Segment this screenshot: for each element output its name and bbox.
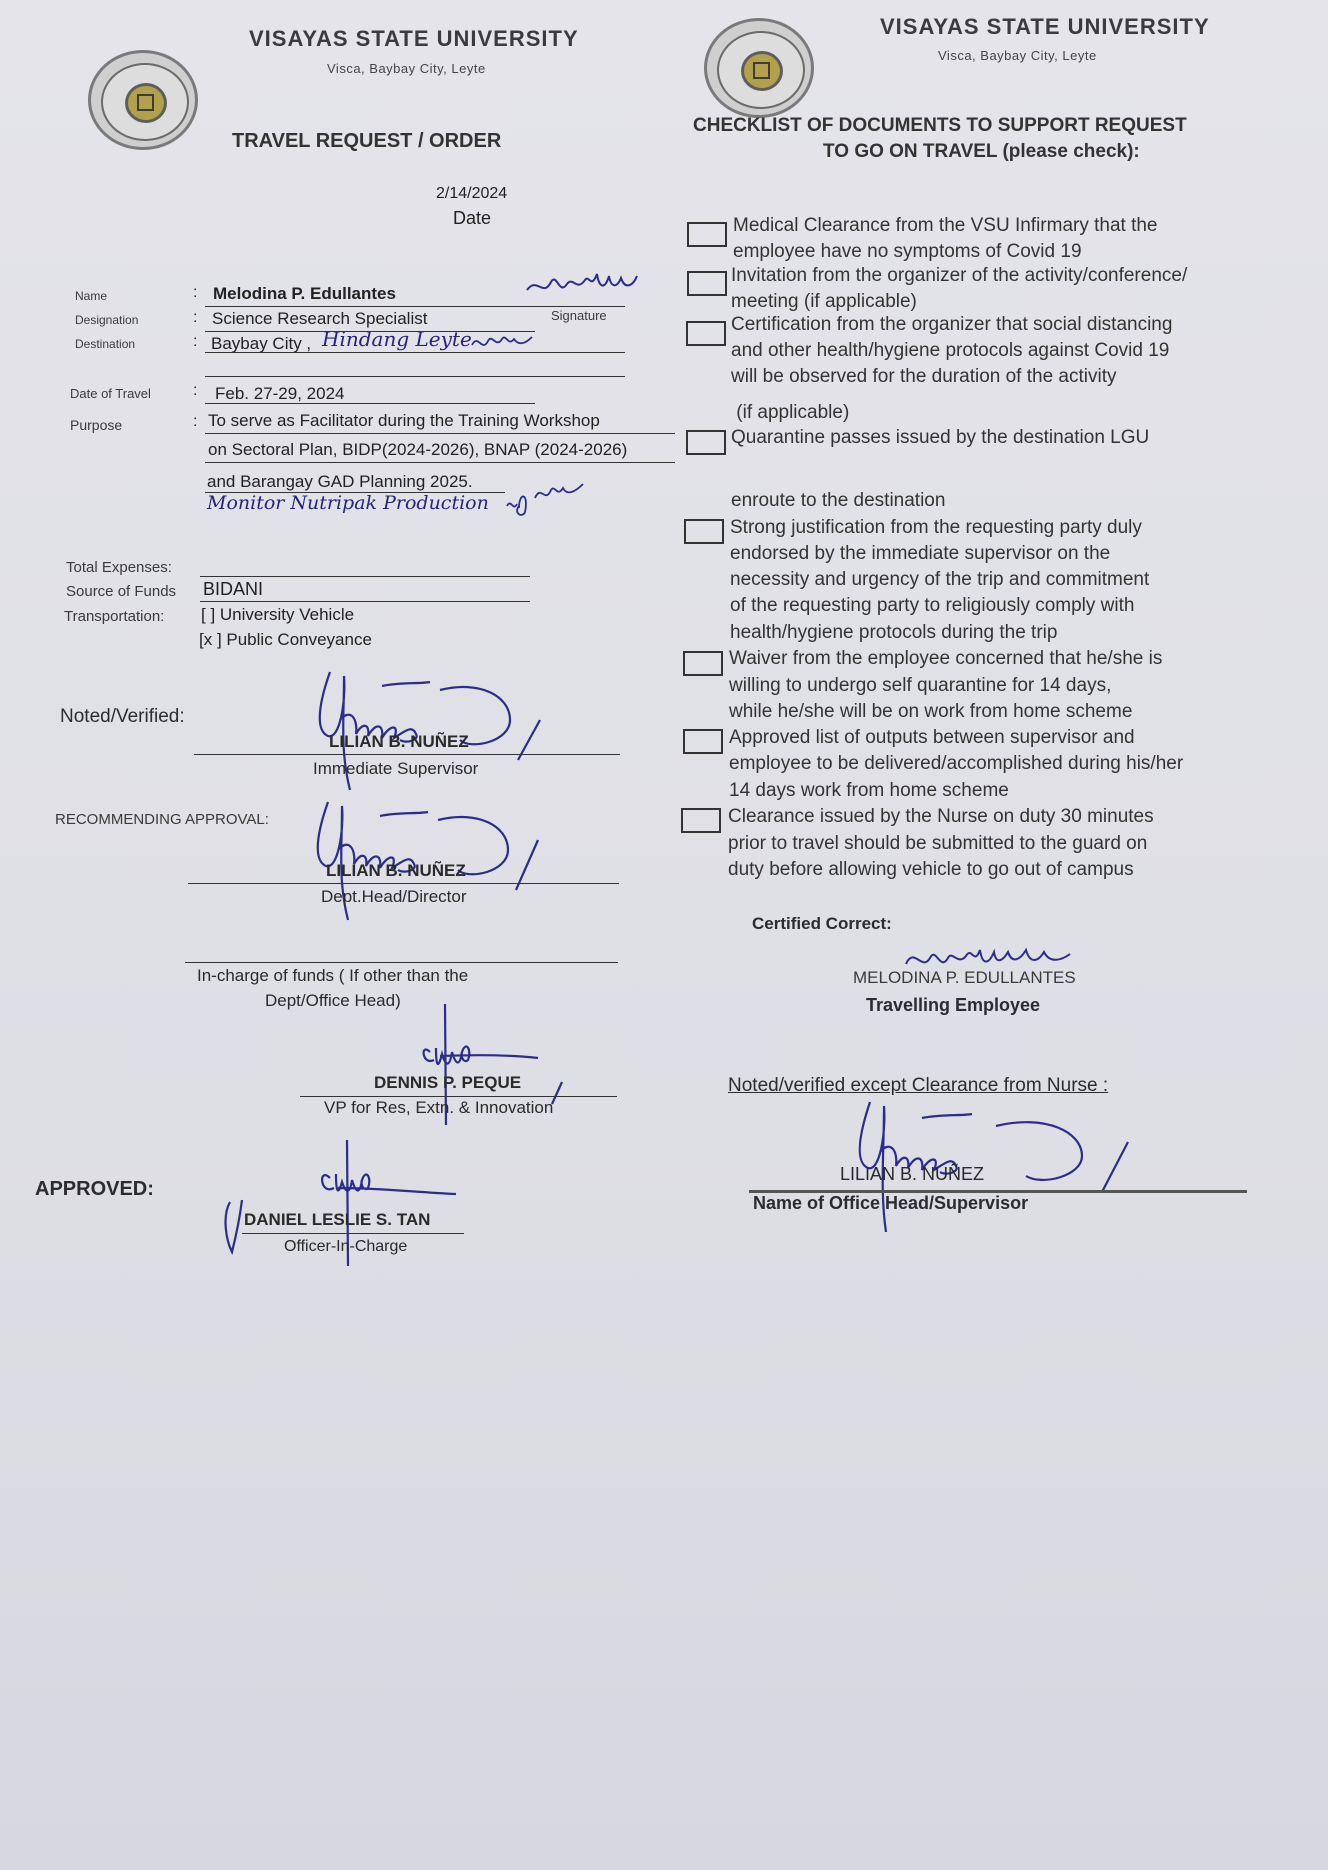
noted-name: LILIAN B. NUÑEZ [329, 732, 469, 751]
name-value: Melodina P. Edullantes [213, 284, 396, 303]
funds-incharge-label-1: In-charge of funds ( If other than the [197, 966, 469, 985]
date-of-travel-underline [205, 403, 535, 404]
funds-incharge-line [185, 962, 618, 963]
checklist-item-7-line-1: Approved list of outputs between supervisor and [729, 727, 1135, 748]
checklist-item-3-line-3: will be observed for the duration of the activity [731, 366, 1117, 387]
checklist-item-1-line-1: Medical Clearance from the VSU Infirmary that the [733, 215, 1158, 236]
noted-signature-line [194, 754, 620, 755]
checklist-title-line-1: CHECKLIST OF DOCUMENTS TO SUPPORT REQUEST [693, 115, 1187, 136]
name-underline [205, 306, 625, 307]
designation-label: Designation [75, 313, 139, 327]
checklist-item-8-line-3: duty before allowing vehicle to go out of campus [728, 859, 1134, 880]
checklist-title-line-2: TO GO ON TRAVEL (please check): [823, 141, 1140, 162]
certified-role: Travelling Employee [866, 995, 1041, 1015]
checklist-item-8-line-2: prior to travel should be submitted to the guard on [728, 833, 1148, 854]
checklist-item-4-line-1: Quarantine passes issued by the destination LGU [731, 427, 1150, 448]
oic-signature-line [242, 1233, 464, 1234]
noted-except-clearance-label: Noted/verified except Clearance from Nurse : [728, 1075, 1109, 1096]
destination-value: Baybay City , [211, 334, 312, 353]
checkbox-quarantine-passes[interactable] [686, 430, 726, 455]
purpose-line-2: on Sectoral Plan, BIDP(2024-2026), BNAP (2024-2026) [208, 440, 628, 459]
checkbox-medical-clearance[interactable] [687, 222, 727, 247]
name-label: Name [75, 289, 108, 303]
university-name-right: VISAYAS STATE UNIVERSITY [880, 14, 1210, 39]
purpose-initials [505, 478, 585, 518]
designation-value: Science Research Specialist [212, 309, 428, 328]
checklist-item-6-line-1: Waiver from the employee concerned that he/she is [729, 648, 1163, 669]
checklist-item-4-line-3: enroute to the destination [731, 490, 946, 511]
oic-role: Officer-In-Charge [284, 1238, 408, 1255]
checklist-item-3-line-4: (if applicable) [731, 402, 850, 423]
purpose-line-1: To serve as Facilitator during the Training Workshop [208, 411, 600, 430]
vp-role: VP for Res, Extn. & Innovation [324, 1098, 554, 1117]
recommending-name: LILIAN B. NUÑEZ [326, 861, 466, 880]
date-label: Date [453, 208, 492, 228]
checklist-item-5-line-1: Strong justification from the requesting party duly [730, 517, 1142, 538]
checklist-item-6-line-3: while he/she will be on work from home scheme [729, 701, 1133, 722]
checklist-item-5-line-3: necessity and urgency of the trip and commitment [730, 569, 1150, 590]
checkbox-nurse-clearance[interactable] [681, 808, 721, 833]
transportation-label: Transportation: [64, 608, 165, 625]
university-name-left: VISAYAS STATE UNIVERSITY [249, 26, 579, 51]
noted-role: Immediate Supervisor [313, 759, 479, 778]
university-seal-right [704, 18, 814, 118]
vp-signature-line [300, 1096, 617, 1097]
destination-label: Destination [75, 337, 136, 351]
source-of-funds-value: BIDANI [203, 579, 264, 599]
transport-public-conveyance: [x ] Public Conveyance [199, 630, 372, 649]
noted-verified-label: Noted/Verified: [60, 706, 185, 727]
checklist-item-6-line-2: willing to undergo self quarantine for 14 days, [729, 675, 1112, 696]
approved-label: APPROVED: [35, 1178, 154, 1200]
total-expenses-underline [200, 576, 530, 577]
certified-name: MELODINA P. EDULLANTES [853, 968, 1076, 987]
checklist-item-5-line-4: of the requesting party to religiously comply with [730, 595, 1135, 616]
university-address-right: Visca, Baybay City, Leyte [938, 48, 1097, 63]
destination-underline [205, 352, 625, 353]
employee-signature [525, 268, 640, 302]
certified-correct-label: Certified Correct: [752, 914, 892, 933]
checklist-item-7-line-2: employee to be delivered/accomplished during his/her [729, 753, 1184, 774]
destination-handwritten: Hindang Leyte [322, 327, 472, 351]
date-of-travel-label: Date of Travel [70, 386, 151, 401]
checklist-item-2-line-1: Invitation from the organizer of the activity/conference/ [731, 265, 1188, 286]
form-title: TRAVEL REQUEST / ORDER [232, 130, 502, 152]
checkbox-certification[interactable] [686, 321, 726, 346]
recommending-approval-label: RECOMMENDING APPROVAL: [55, 811, 269, 828]
funds-incharge-label-2: Dept/Office Head) [265, 991, 401, 1010]
checklist-item-5-line-2: endorsed by the immediate supervisor on the [730, 543, 1111, 564]
checklist-item-2-line-2: meeting (if applicable) [731, 291, 917, 312]
checkbox-strong-justification[interactable] [684, 519, 724, 544]
date-of-travel-value: Feb. 27-29, 2024 [215, 384, 345, 403]
checklist-item-3-line-2: and other health/hygiene protocols against Covid 19 [731, 340, 1170, 361]
destination-underline-2 [205, 376, 625, 377]
office-head-name: LILIAN B. NUÑEZ [840, 1164, 985, 1184]
checklist-item-3-line-1: Certification from the organizer that social distancing [731, 314, 1173, 335]
recommending-signature-line [188, 883, 619, 884]
checklist-item-5-line-5: health/hygiene protocols during the trip [730, 622, 1058, 643]
total-expenses-label: Total Expenses: [66, 559, 172, 576]
checkbox-waiver[interactable] [683, 651, 723, 676]
signature-label: Signature [551, 308, 607, 323]
purpose-label: Purpose [70, 417, 123, 433]
university-address-left: Visca, Baybay City, Leyte [327, 61, 486, 76]
purpose-handwritten: Monitor Nutripak Production [207, 492, 489, 514]
recommending-role: Dept.Head/Director [321, 887, 467, 906]
oic-name: DANIEL LESLIE S. TAN [244, 1210, 431, 1229]
checklist-item-7-line-3: 14 days work from home scheme [729, 780, 1009, 801]
checklist-item-1-line-2: employee have no symptoms of Covid 19 [733, 241, 1082, 262]
request-date: 2/14/2024 [436, 185, 508, 202]
checkbox-invitation[interactable] [687, 271, 727, 296]
transport-university-vehicle: [ ] University Vehicle [201, 605, 355, 624]
vp-name: DENNIS P. PEQUE [374, 1073, 522, 1092]
university-seal-left [88, 50, 198, 150]
checklist-item-8-line-1: Clearance issued by the Nurse on duty 30 minutes [728, 806, 1154, 827]
travel-request-document: VISAYAS STATE UNIVERSITY Visca, Baybay City, Leyte TRAVEL REQUEST / ORDER 2/14/2024 Date Name : Melodina P. Edullantes Signature Designation : Science Research Specialist Destination : Baybay City , Hindang Leyte Date of Travel : Feb. 27-29, 2024 Purpose : To serve as Facilitator during the Training Workshop on Sectoral Plan, BIDP(2024-2026), BNAP (2024-2026) and Barangay GAD Planning 2025. Monitor Nutripak Production Total Expenses: Source of Funds BIDANI Transportation: [ ] University Vehicle [x ] Public Conveyance Noted/Verified: LILIAN B. NUÑEZ Immediate Supervisor RECOMMENDING APPROVAL: LILIAN B. NUÑEZ Dept.Head/Director In-charge of funds ( If other than the Dept/Office Head) DENNIS P. PEQUE VP for Res, Extn. & Innovation APPROVED: DANIEL LESLIE S. TAN Officer-In-Charge VISAYAS STATE UNIVERSITY Visca, Baybay City, Leyte CHECKLIST OF DOCUMENTS TO SUPPORT REQUEST TO GO ON TRAVEL (please check): Medical Clearance from the VSU Infirmary that the employee have no symptoms of Covid 19 Invitation from the organizer of the activity/conference/ meeting (if applicable) Certification from the organizer that social distancing and other health/hygiene protocols against Covid 19 will be observed for the duration of the activity (if applicable) Quarantine passes issued by the destination LGU enroute to the destination Strong justification from the requesting party duly endorsed by the immediate supervisor on the necessity and urgency of the trip and commitment of the requesting party to religiously comply with health/hygiene protocols during the trip Waiver from the employee concerned that he/she is willing to undergo self quarantine for 14 days, while he/she will be on work from home scheme Approved list of outputs between supervisor and employee to be delivered/accomplished during his/her 14 days work from home scheme Clearance issued by the Nurse on duty 30 minutes prior to travel should be submitted to the guard on duty before allowing vehicle to go out of campus Certified Correct: MELODINA P. EDULLANTES Travelling Employee Noted/verified except Clearance from Nurse : LILIAN B. NUÑEZ Name of Office Head/Supervisor [0, 0, 1328, 1870]
source-of-funds-label: Source of Funds [66, 583, 177, 600]
office-head-role: Name of Office Head/Supervisor [753, 1193, 1029, 1213]
checkbox-approved-outputs[interactable] [683, 729, 723, 754]
source-of-funds-underline [200, 601, 530, 602]
purpose-line-3: and Barangay GAD Planning 2025. [207, 472, 473, 491]
